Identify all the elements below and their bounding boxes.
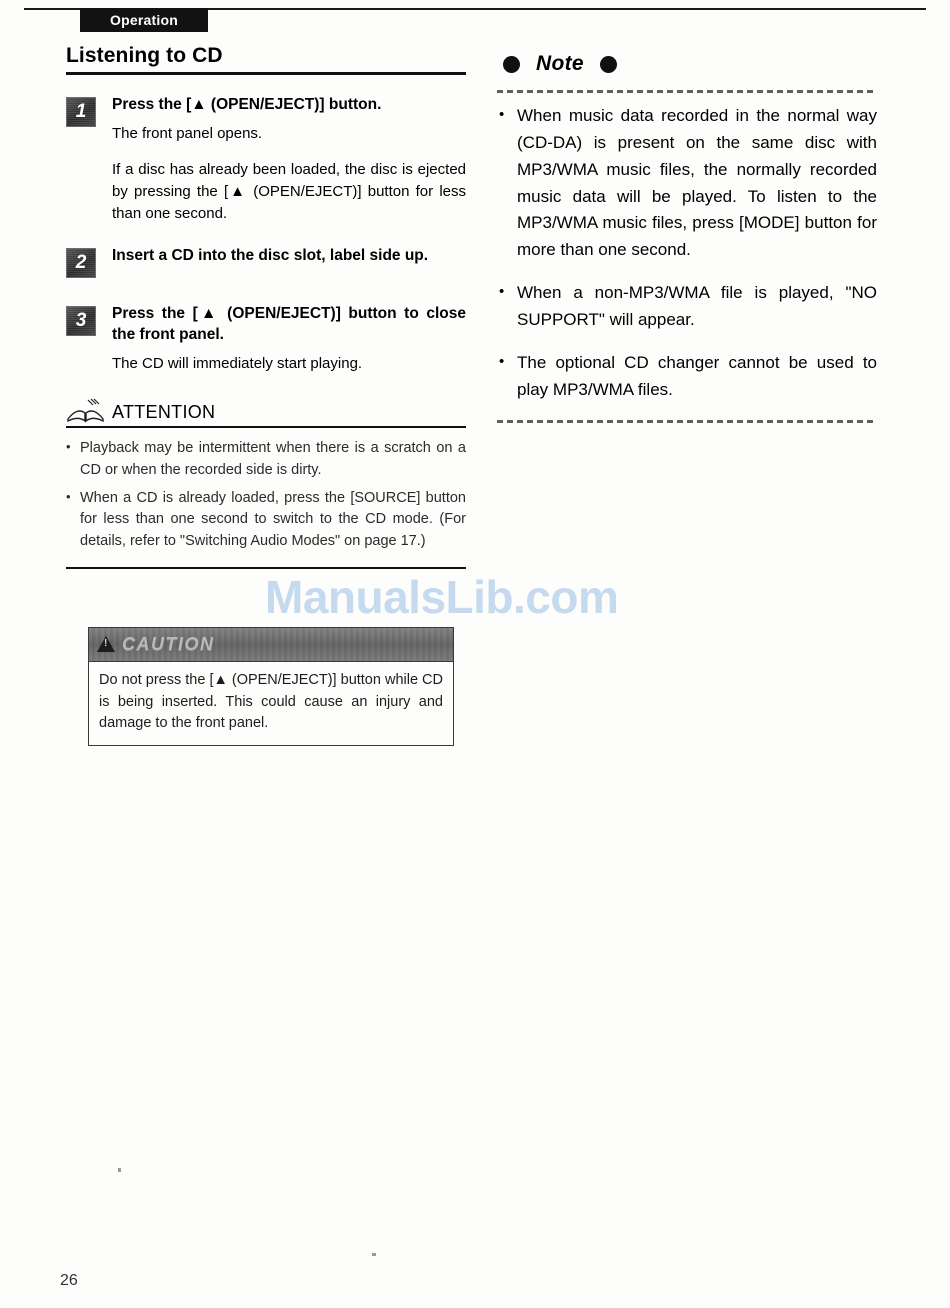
caution-header: [89, 628, 453, 662]
step-number-badge: 3: [66, 306, 96, 336]
note-bottom-rule: [497, 420, 877, 423]
step-3: [66, 304, 466, 375]
right-column: [497, 44, 877, 423]
bullet-dot-icon: [600, 56, 617, 73]
note-bullet-list: [497, 103, 877, 404]
title-rule: [66, 72, 466, 75]
step-heading: Press the [▲ (OPEN/EJECT)] button to close the front panel.: [112, 305, 466, 343]
attention-bullet-list: [66, 438, 466, 553]
step-2: [66, 246, 466, 282]
list-item: • Playback may be intermittent when there is a scratch on a CD or when the recorded side is dirty.: [66, 438, 466, 482]
attention-rule: [66, 426, 466, 428]
attention-block: [66, 397, 466, 569]
step-body: The CD will immediately start playing.: [112, 355, 363, 373]
bullet-dot-icon: [503, 56, 520, 73]
scan-speck: [118, 1168, 121, 1172]
attention-heading: [66, 397, 466, 423]
page-number: 26: [60, 1272, 78, 1289]
caution-body: Do not press the [▲ (OPEN/EJECT)] button while CD is being inserted. This could cause an injury and damage to the front panel.: [99, 671, 443, 732]
section-tab-operation: Operation: [80, 8, 208, 32]
scan-speck: [372, 1253, 376, 1256]
note-top-rule: [497, 90, 877, 93]
step-number-badge: 1: [66, 97, 96, 127]
note-heading: [503, 52, 877, 76]
step-heading: Press the [▲ (OPEN/EJECT)] button.: [112, 96, 382, 113]
left-column: [66, 44, 466, 746]
step-1: [66, 95, 466, 224]
warning-triangle-icon: [97, 636, 115, 652]
step-heading: Insert a CD into the disc slot, label side up.: [112, 247, 429, 265]
step-number-badge: 2: [66, 248, 96, 278]
list-item: • When a CD is already loaded, press the [SOURCE] button for less than one second to switch to the CD mode. (For details, refer to "Switching Audio Modes" on page 17.): [66, 488, 466, 553]
page-title: Listening to CD: [66, 44, 223, 67]
step-body: The front panel opens.: [112, 125, 263, 143]
list-item: • The optional CD changer cannot be used to play MP3/WMA files.: [497, 350, 877, 404]
note-label: Note: [536, 52, 584, 75]
list-item: • When music data recorded in the normal way (CD-DA) is present on the same disc with MP3/WMA music files, the normally recorded music data will be played. To listen to the MP3/WMA music files, press [MODE] button for more than one second.: [497, 103, 877, 264]
caution-box: [88, 627, 454, 746]
attention-label: ATTENTION: [112, 402, 216, 423]
attention-bottom-rule: [66, 567, 466, 569]
list-item: • When a non-MP3/WMA file is played, "NO SUPPORT" will appear.: [497, 280, 877, 334]
caution-label: CAUTION: [122, 633, 215, 654]
open-book-icon: [66, 397, 106, 423]
step-body-secondary: If a disc has already been loaded, the disc is ejected by pressing the [▲ (OPEN/EJECT)] button for less than one second.: [112, 161, 466, 222]
watermark: ManualsLib.com: [265, 571, 619, 623]
